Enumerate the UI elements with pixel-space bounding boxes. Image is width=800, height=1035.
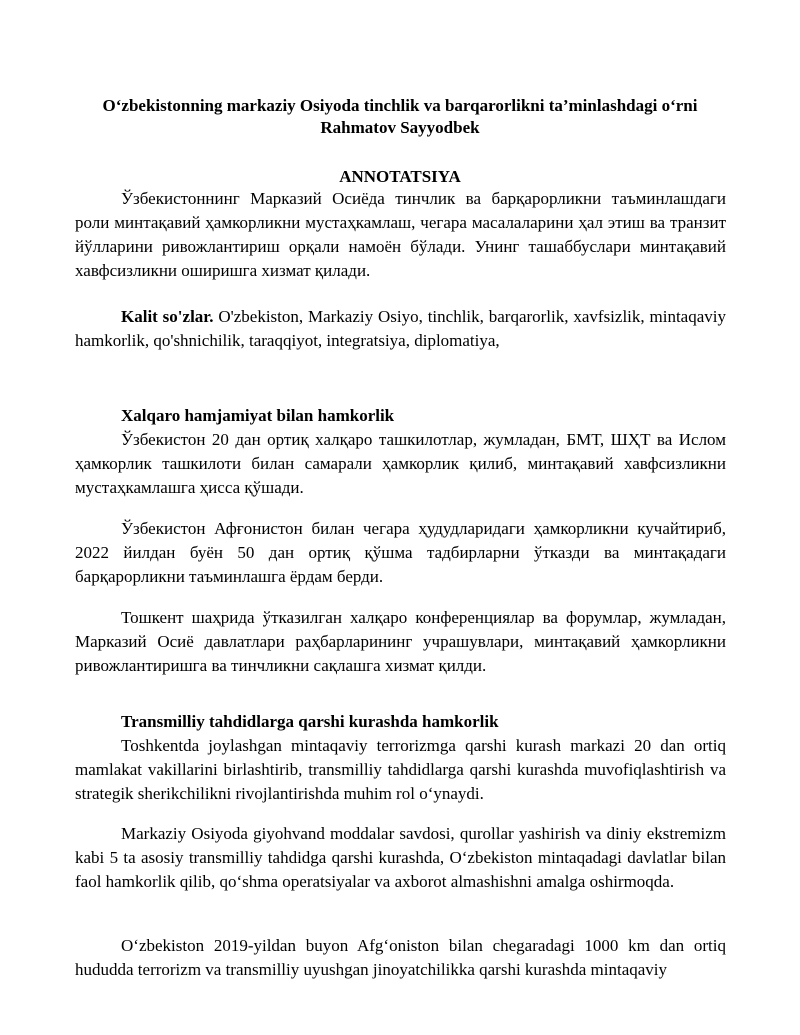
section-1-para-3-block (75, 606, 726, 678)
keywords-block (75, 305, 726, 353)
section-1 (75, 404, 726, 500)
section-1-paragraph-3: Тошкент шаҳрида ўтказилган халқаро конференциялар ва форумлар, жумладан, Марказий Осиё давлатлари раҳбарларининг учрашувлари, минтақавий ҳамкорликни ривожлантиришга ва тинчликни сақлашга хизмат қилди. (75, 608, 726, 675)
author-name: Rahmatov Sayyodbek (320, 118, 480, 137)
section-2-paragraph-1: Toshkentda joylashgan mintaqaviy terrorizmga qarshi kurash markazi 20 dan ortiq mamlakat vakillarini birlashtirib, transmilliy tahdidlarga qarshi kurashda muvofiqlashtirish va strategik sherikchilikni rivojlantirishda muhim rol o‘ynaydi. (75, 736, 726, 803)
section-1-paragraph-2: Ўзбекистон Афғонистон билан чегара ҳудудларидаги ҳамкорликни кучайтириб, 2022 йилдан буён 50 дан ортиқ қўшма тадбирларни ўтказди ва минтақадаги барқарорликни таъминлашга ёрдам берди. (75, 519, 726, 586)
keywords-label: Kalit so'zlar. (121, 307, 214, 326)
annotation-heading: ANNOTATSIYA (339, 167, 461, 186)
annotation-block (75, 187, 726, 283)
section-2-heading: Transmilliy tahdidlarga qarshi kurashda hamkorlik (121, 712, 499, 731)
section-2-para-2-block (75, 822, 726, 894)
section-2-paragraph-3: O‘zbekiston 2019-yildan buyon Afg‘oniston bilan chegaradagi 1000 km dan ortiq hududda terrorizm va transmilliy uyushgan jinoyatchilikka qarshi kurashda mintaqaviy (75, 936, 726, 979)
section-2-para-3-block (75, 934, 726, 982)
section-1-para-2-block (75, 517, 726, 589)
keywords-text: O'zbekiston, Markaziy Osiyo, tinchlik, barqarorlik, xavfsizlik, mintaqaviy hamkorlik, qo'shnichilik, taraqqiyot, integratsiya, diplomatiya, (75, 307, 726, 350)
section-2 (75, 710, 726, 806)
document-title: O‘zbekistonning markaziy Osiyoda tinchlik va barqarorlikni ta’minlashdagi o‘rni (102, 96, 698, 115)
section-2-paragraph-2: Markaziy Osiyoda giyohvand moddalar savdosi, qurollar yashirish va diniy ekstremizm kabi 5 ta asosiy transmilliy tahdidga qarshi kurashda, O‘zbekiston mintaqadagi davlatlar bilan faol hamkorlik qilib, qo‘shma operatsiyalar va axborot almashishni amalga oshirmoqda. (75, 824, 726, 891)
section-1-paragraph-1: Ўзбекистон 20 дан ортиқ халқаро ташкилотлар, жумладан, БМТ, ШҲТ ва Ислом ҳамкорлик ташкилоти билан самарали ҳамкорлик қилиб, минтақавий хавфсизликни мустаҳкамлашга ҳисса қўшади. (75, 430, 726, 497)
keywords-paragraph (75, 305, 726, 353)
section-1-heading: Xalqaro hamjamiyat bilan hamkorlik (121, 406, 395, 425)
annotation-paragraph: Ўзбекистоннинг Марказий Осиёда тинчлик ва барқарорликни таъминлашдаги роли минтақавий ҳамкорликни мустаҳкамлаш, чегара масалаларини ҳал этиш ва транзит йўлларини ривожлантириш орқали намоён бўлади. Унинг ташаббуслари минтақавий хавфсизликни оширишга хизмат қилади. (75, 189, 726, 280)
